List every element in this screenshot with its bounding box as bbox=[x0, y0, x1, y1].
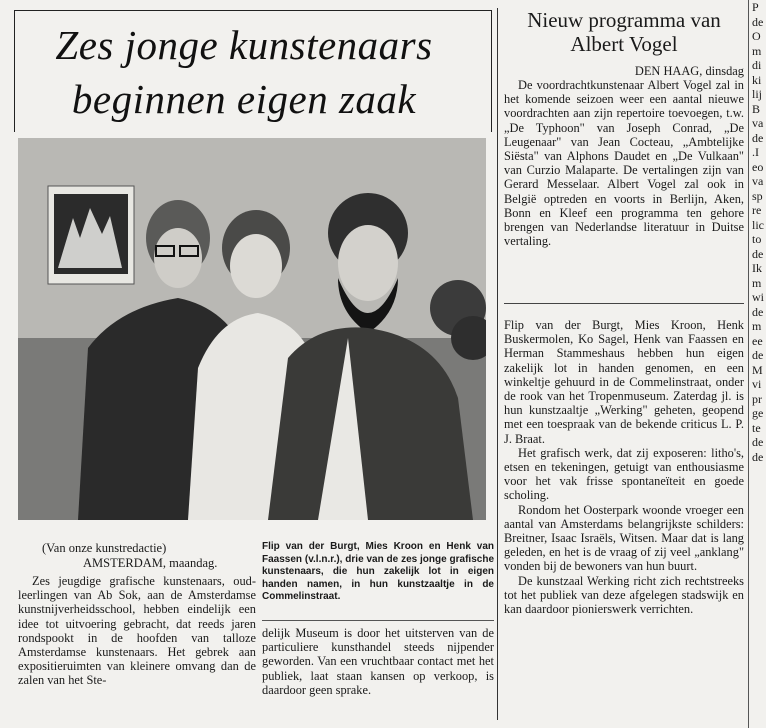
headline-line-2: beginnen eigen zaak bbox=[71, 76, 417, 122]
edge-fragment: ki bbox=[752, 72, 762, 87]
edge-fragment: va bbox=[752, 174, 764, 188]
article-col3-p2: Het grafisch werk, dat zij exposeren: litho's, etsen en tekeningen, getuigt van enthousiasme voor het vak frisse spontaneïteit en goede scholing. bbox=[504, 445, 744, 503]
edge-fragment: va bbox=[752, 116, 764, 130]
photo-illustration bbox=[18, 138, 486, 520]
edge-fragment: .I bbox=[752, 145, 759, 159]
article-byline: (Van onze kunstredactie) bbox=[42, 541, 167, 555]
edge-fragment: te bbox=[752, 420, 761, 435]
column-divider bbox=[497, 8, 498, 720]
edge-fragment: m bbox=[752, 43, 762, 58]
edge-fragment: ge bbox=[752, 406, 764, 420]
article-column-2 bbox=[262, 626, 494, 697]
article-col3-p3: Rondom het Oosterpark woonde vroeger een aantal van Amsterdams belangrijkste schilders: Breitner, Isaac Israëls, Witsen. Maar dat is lang geleden, en het is de vraag of zij veel „anklang" vonden bij de bewoners van hun buurt. bbox=[504, 502, 744, 574]
article-dateline: AMSTERDAM, maandag. bbox=[83, 556, 218, 570]
headline bbox=[24, 18, 464, 126]
side-article-text: De voordrachtkunstenaar Albert Vogel zal in het komende seizoen weer een aantal nieuwe voordrachten aan zijn repertoire toevoegen, t.w. „De Typhoon" van Joseph Conrad, „De Leugenaar" van Jean Cocteau, „Ambtelijke Siësta" van Alphons Daudet en „De Vulkaan" van Curzio Malaparte. De vertalingen zijn van Gerard Messelaar. Albert Vogel zal ook in België optreden en voorts in Berlijn, Aken, Bonn en Kleef een programma ten gehore brengen van Nederlandse literatuur in Duitse vertaling. bbox=[504, 78, 744, 249]
article-col3-p1: Flip van der Burgt, Mies Kroon, Henk Buskermolen, Ko Sagel, Henk van Faassen en Herman Stammeshaus hebben hun eigen zakelijk lot in handen genomen, en een winkeltje gehuurd in de Commelinstraat, onder de rook van het Tropenmuseum. Zaterdag jl. is hun kunstzaaltje „Werking" geheten, geopend met een toespraak van de bekende criticus L. P. J. Braat. bbox=[504, 318, 744, 446]
edge-fragment: de bbox=[752, 14, 764, 29]
edge-fragment: O bbox=[752, 29, 761, 43]
edge-fragment: sp bbox=[752, 188, 763, 203]
edge-fragment: de bbox=[752, 348, 764, 362]
edge-fragment: wi bbox=[752, 290, 764, 304]
edge-fragment: vi bbox=[752, 377, 762, 391]
side-article-divider bbox=[504, 303, 744, 304]
side-article-dateline: DEN HAAG, dinsdag bbox=[634, 64, 744, 78]
article-col1-text: Zes jeugdige grafische kunstenaars, oud-leerlingen van Ab Sok, aan de Amsterdamse kunstnijverheidsschool, hebben eindelijk een idee tot uitvoering gebracht, dat reeds jaren rondspookt in de hoofden van talloze Amsterdamse kunstenaars. Het gebrek aan expositieruimten van kleinere omvang dan de zalen van het Ste- bbox=[18, 574, 256, 688]
side-title-line-2: Albert Vogel bbox=[570, 32, 678, 56]
edge-fragment: ee bbox=[752, 333, 763, 348]
edge-fragment: de bbox=[752, 304, 764, 319]
edge-fragment: de bbox=[752, 130, 764, 145]
edge-fragment: re bbox=[752, 203, 762, 217]
edge-fragment: di bbox=[752, 58, 762, 72]
edge-fragment: de bbox=[752, 435, 764, 449]
edge-fragment: P bbox=[752, 0, 759, 14]
caption-divider bbox=[262, 620, 494, 621]
edge-fragment: to bbox=[752, 232, 762, 246]
edge-fragment: m bbox=[752, 319, 762, 333]
edge-fragment: Ik bbox=[752, 261, 762, 275]
edge-fragment: B bbox=[752, 101, 761, 116]
side-title-line-1: Nieuw programma van bbox=[527, 8, 721, 32]
edge-fragment: M bbox=[752, 362, 763, 377]
side-article-body bbox=[504, 78, 744, 248]
edge-fragment: lic bbox=[752, 217, 764, 232]
edge-fragment: de bbox=[752, 449, 764, 464]
edge-fragment: lij bbox=[752, 87, 763, 101]
article-col3-p4: De kunstzaal Werking richt zich rechtstreeks tot het publiek van deze afgelegen stadswijk en kan daardoor pionierswerk verrichten. bbox=[504, 573, 744, 617]
article-column-1 bbox=[18, 574, 256, 688]
edge-fragment: de bbox=[752, 246, 764, 261]
adjacent-column-fragments bbox=[752, 0, 766, 728]
edge-fragment: pr bbox=[752, 391, 762, 406]
article-column-3 bbox=[504, 318, 744, 616]
photo-caption: Flip van der Burgt, Mies Kroon en Henk van Faassen (v.l.n.r.), drie van de zes jonge grafische kunstenaars, die hun zakelijk lot in eigen handen namen, in hun kunstzaaltje in de Commelinstraat. bbox=[262, 541, 494, 603]
edge-fragment: m bbox=[752, 275, 762, 290]
edge-fragment: eo bbox=[752, 159, 764, 174]
right-column-divider bbox=[748, 0, 749, 728]
article-photo bbox=[18, 138, 486, 520]
side-article-title bbox=[504, 8, 744, 56]
headline-line-1: Zes jonge kunstenaars bbox=[55, 22, 433, 68]
article-col2-text: delijk Museum is door het uitsterven van de particuliere kunsthandel steeds nijpender geworden. Van een vruchtbaar contact met het publiek, laat staan kansen op verkoop, is daardoor geen sprake. bbox=[262, 626, 494, 697]
